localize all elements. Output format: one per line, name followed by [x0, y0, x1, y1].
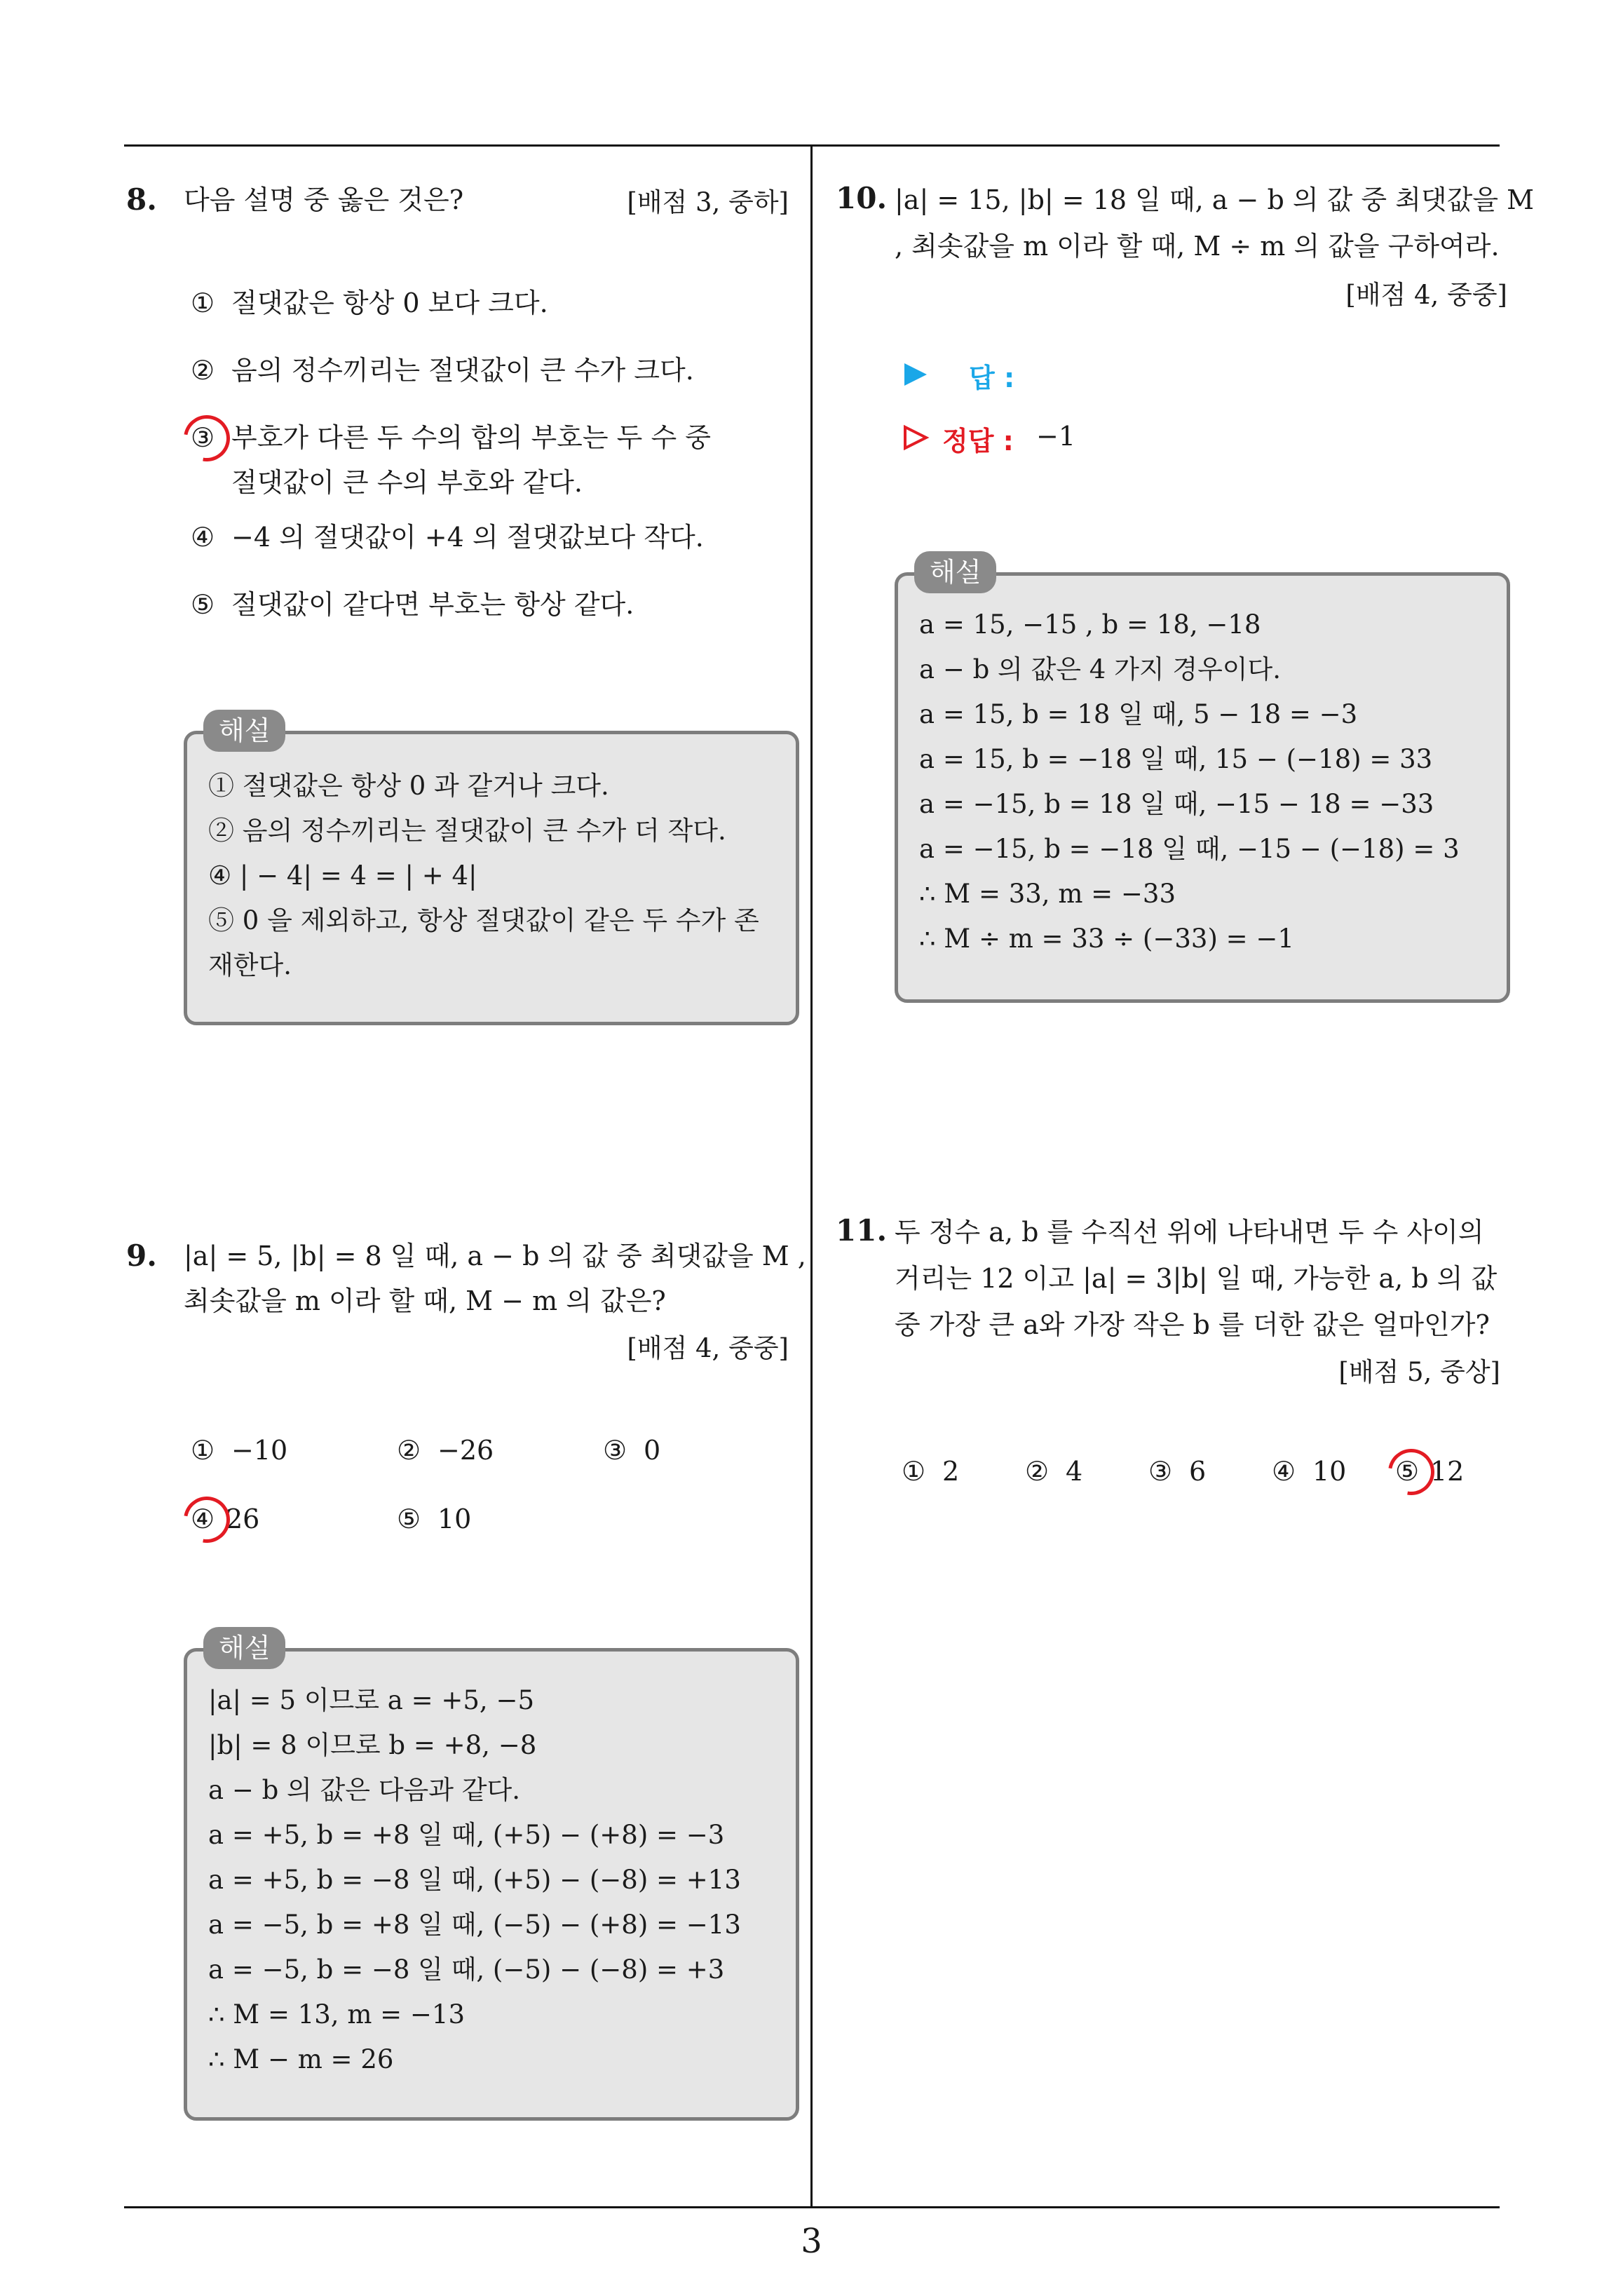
question-number: 9.	[126, 1238, 157, 1273]
option-text: 6	[1189, 1456, 1207, 1487]
option-mark: ①	[191, 288, 215, 318]
option-1[interactable]	[191, 281, 548, 325]
score-label: [배점 3, 중하]	[627, 187, 789, 217]
explanation-line: a = +5, b = −8 일 때, (+5) − (−8) = +13	[208, 1865, 741, 1895]
explanation-line: ② 음의 정수끼리는 절댓값이 큰 수가 더 작다.	[208, 816, 726, 846]
question-text-line: |a| = 15, |b| = 18 일 때, a − b 의 값 중 최댓값을 M	[895, 184, 1535, 215]
question-text-line: 최솟값을 m 이라 할 때, M − m 의 값은?	[184, 1285, 666, 1316]
option-text: 절댓값은 항상 0 보다 크다.	[231, 288, 548, 318]
explanation-line: ∴ M = 13, m = −13	[208, 1999, 466, 2030]
explanation-tag: 해설	[203, 1627, 285, 1669]
option-4[interactable]	[1272, 1449, 1346, 1494]
option-1[interactable]	[191, 1428, 287, 1473]
option-3[interactable]	[1148, 1449, 1206, 1494]
option-mark: ④	[1272, 1456, 1296, 1487]
score-label: [배점 4, 중중]	[1345, 280, 1507, 310]
explanation-line: a = 15, −15 , b = 18, −18	[919, 609, 1261, 640]
option-5[interactable]	[191, 582, 634, 627]
option-text: 2	[942, 1456, 960, 1487]
explanation-line: a = −5, b = +8 일 때, (−5) − (+8) = −13	[208, 1910, 741, 1940]
option-5[interactable]	[397, 1497, 471, 1541]
explanation-line: a = −15, b = 18 일 때, −15 − 18 = −33	[919, 789, 1434, 819]
option-text: 부호가 다른 두 수의 합의 부호는 두 수 중	[231, 422, 711, 453]
explanation-line: ∴ M − m = 26	[208, 2044, 394, 2074]
explanation-line: ① 절댓값은 항상 0 과 같거나 크다.	[208, 771, 609, 801]
explanation-box	[184, 1648, 799, 2121]
option-mark: ②	[397, 1435, 421, 1466]
option-text: 음의 정수끼리는 절댓값이 큰 수가 크다.	[231, 355, 694, 386]
option-text: 0	[644, 1435, 661, 1466]
question-text: 다음 설명 중 옳은 것은?	[184, 184, 464, 215]
option-2[interactable]	[397, 1428, 494, 1473]
option-4[interactable]	[191, 515, 704, 560]
option-mark: ②	[1025, 1456, 1050, 1487]
column-divider	[810, 146, 813, 2208]
option-mark: ③	[603, 1435, 627, 1466]
explanation-line: ∴ M = 33, m = −33	[919, 879, 1176, 909]
explanation-line: ∴ M ÷ m = 33 ÷ (−33) = −1	[919, 924, 1294, 954]
page-number: 3	[801, 2222, 822, 2261]
correct-answer-label: 정답 :	[942, 426, 1014, 457]
hollow-arrow-icon	[902, 424, 930, 452]
explanation-box	[184, 731, 799, 1025]
option-mark: ⑤	[1395, 1456, 1420, 1487]
option-mark: ⑤	[397, 1504, 421, 1534]
option-mark: ①	[902, 1456, 926, 1487]
bottom-rule	[124, 2206, 1500, 2208]
option-mark: ②	[191, 355, 215, 386]
question-text-line: , 최솟값을 m 이라 할 때, M ÷ m 의 값을 구하여라.	[895, 231, 1500, 262]
explanation-line: a = −15, b = −18 일 때, −15 − (−18) = 3	[919, 834, 1460, 864]
correct-answer-value: −1	[1036, 421, 1076, 452]
option-text: −10	[231, 1435, 288, 1466]
option-text: −4 의 절댓값이 +4 의 절댓값보다 작다.	[231, 522, 704, 553]
question-text-line: 거리는 12 이고 |a| = 3|b| 일 때, 가능한 a, b 의 값	[895, 1263, 1498, 1294]
question-number: 10.	[836, 181, 888, 215]
option-mark: ④	[191, 1504, 215, 1534]
option-3[interactable]	[191, 415, 711, 460]
question-number: 8.	[126, 182, 157, 217]
explanation-line: a − b 의 값은 4 가지 경우이다.	[919, 654, 1282, 684]
option-mark: ③	[1148, 1456, 1173, 1487]
explanation-line: a − b 의 값은 다음과 같다.	[208, 1775, 521, 1805]
option-text: 10	[1312, 1456, 1347, 1487]
score-label: [배점 4, 중중]	[627, 1333, 789, 1363]
option-1[interactable]	[902, 1449, 959, 1494]
option-mark: ⑤	[191, 589, 215, 620]
question-number: 11.	[836, 1213, 888, 1248]
option-3-continued: 절댓값이 큰 수의 부호와 같다.	[231, 467, 583, 498]
option-text: 26	[226, 1504, 260, 1534]
answer-label: 답 :	[969, 363, 1015, 393]
explanation-line: a = 15, b = 18 일 때, 5 − 18 = −3	[919, 699, 1358, 729]
explanation-line: |a| = 5 이므로 a = +5, −5	[208, 1685, 534, 1715]
question-text-line: 두 정수 a, b 를 수직선 위에 나타내면 두 수 사이의	[895, 1217, 1484, 1248]
option-mark: ③	[191, 422, 215, 453]
explanation-box	[895, 572, 1510, 1003]
option-text: 10	[437, 1504, 472, 1534]
explanation-line: 재한다.	[208, 950, 292, 980]
explanation-line: a = 15, b = −18 일 때, 15 − (−18) = 33	[919, 744, 1433, 774]
explanation-line: ④ | − 4| = 4 = | + 4|	[208, 860, 477, 891]
explanation-tag: 해설	[203, 710, 285, 752]
option-text: 12	[1430, 1456, 1465, 1487]
option-3[interactable]	[603, 1428, 660, 1473]
question-text-line: 중 가장 큰 a와 가장 작은 b 를 더한 값은 얼마인가?	[895, 1309, 1490, 1340]
explanation-line: ⑤ 0 을 제외하고, 항상 절댓값이 같은 두 수가 존	[208, 905, 759, 936]
explanation-line: a = −5, b = −8 일 때, (−5) − (−8) = +3	[208, 1954, 725, 1985]
option-2[interactable]	[1025, 1449, 1082, 1494]
explanation-line: |b| = 8 이므로 b = +8, −8	[208, 1730, 537, 1760]
question-text-line: |a| = 5, |b| = 8 일 때, a − b 의 값 중 최댓값을 M ,	[184, 1241, 806, 1271]
explanation-line: a = +5, b = +8 일 때, (+5) − (+8) = −3	[208, 1820, 725, 1850]
option-2[interactable]	[191, 348, 694, 393]
option-mark: ①	[191, 1435, 215, 1466]
explanation-tag: 해설	[914, 551, 996, 593]
option-text: 절댓값이 같다면 부호는 항상 같다.	[231, 589, 634, 620]
score-label: [배점 5, 중상]	[1338, 1357, 1500, 1387]
option-text: −26	[437, 1435, 494, 1466]
option-text: 4	[1066, 1456, 1083, 1487]
play-arrow-icon	[902, 360, 930, 389]
option-mark: ④	[191, 522, 215, 553]
